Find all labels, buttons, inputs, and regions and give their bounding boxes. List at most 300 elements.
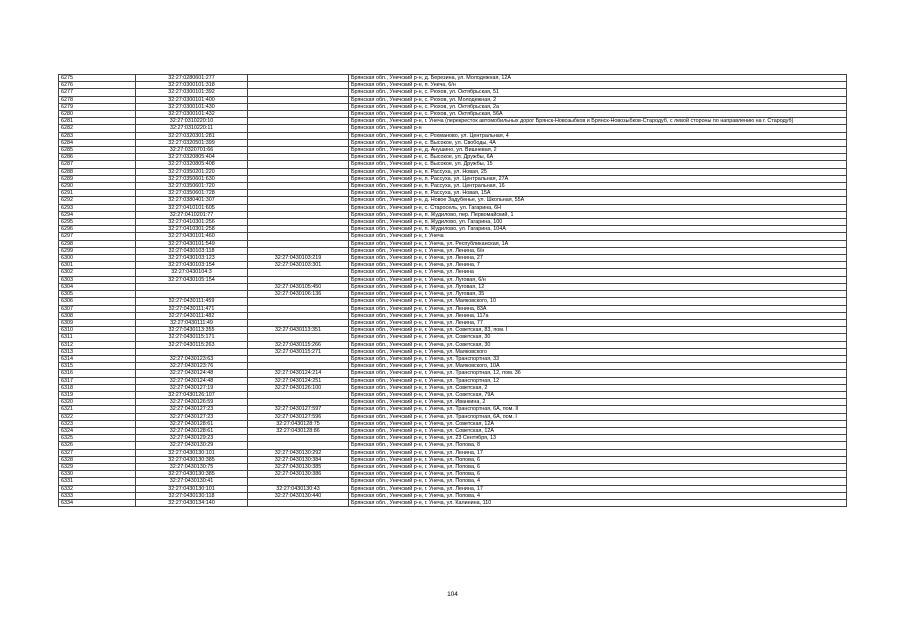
object-number-cell — [248, 363, 349, 370]
register-body — [59, 75, 847, 507]
row-number-cell: 6333 — [59, 492, 136, 499]
object-number-cell — [248, 82, 349, 89]
object-number-cell — [248, 96, 349, 103]
cadastral-number-cell: 32:27:0350601:630 — [136, 175, 248, 182]
object-number-cell: 32:27:0430126:100 — [248, 384, 349, 391]
table-row — [59, 413, 847, 420]
address-cell: Брянская обл., Унечский р-н, г. Унеча, ул. Ленина, 6/н — [349, 247, 847, 254]
table-row — [59, 305, 847, 312]
row-number-cell: 6280 — [59, 111, 136, 118]
cadastral-number-cell: 32:27:0350601:720 — [136, 183, 248, 190]
cadastral-number-cell: 32:27:0430123:76 — [136, 363, 248, 370]
table-row — [59, 485, 847, 492]
object-number-cell: 32:27:0430115:266 — [248, 341, 349, 348]
cadastral-number-cell: 32:27:0410301:256 — [136, 219, 248, 226]
object-number-cell: 32:27:0430130:386 — [248, 471, 349, 478]
table-row — [59, 492, 847, 499]
address-cell: Брянская обл., Унечский р-н, г. Унеча, ул. Ленина, 7 — [349, 262, 847, 269]
address-cell: Брянская обл., Унечский р-н, с. Высокое, ул. Свободы, 4А — [349, 139, 847, 146]
table-row — [59, 399, 847, 406]
cadastral-number-cell: 32:27:0320301:281 — [136, 132, 248, 139]
row-number-cell: 6334 — [59, 499, 136, 506]
row-number-cell: 6330 — [59, 471, 136, 478]
address-cell: Брянская обл., Унечский р-н, с. Рюхов, ул. Октябрьская, 56А — [349, 111, 847, 118]
object-number-cell — [248, 442, 349, 449]
address-cell: Брянская обл., Унечский р-н, п. Унеча, 6/н — [349, 82, 847, 89]
row-number-cell: 6320 — [59, 399, 136, 406]
row-number-cell: 6305 — [59, 291, 136, 298]
row-number-cell: 6315 — [59, 363, 136, 370]
cadastral-number-cell: 32:27:0430103:154 — [136, 262, 248, 269]
row-number-cell: 6285 — [59, 147, 136, 154]
row-number-cell: 6304 — [59, 283, 136, 290]
cadastral-number-cell: 32:27:0380401:307 — [136, 197, 248, 204]
table-row — [59, 327, 847, 334]
object-number-cell — [248, 118, 349, 125]
address-cell: Брянская обл., Унечский р-н, г. Унеча, ул. 23 Сентября, 13 — [349, 435, 847, 442]
object-number-cell — [248, 391, 349, 398]
row-number-cell: 6282 — [59, 125, 136, 132]
address-cell: Брянская обл., Унечский р-н, г. Унеча, ул. Советская, 2 — [349, 384, 847, 391]
cadastral-number-cell: 32:27:0310220:10 — [136, 118, 248, 125]
cadastral-number-cell: 32:27:0430103:123 — [136, 255, 248, 262]
table-row — [59, 298, 847, 305]
row-number-cell: 6329 — [59, 463, 136, 470]
table-row — [59, 75, 847, 82]
address-cell: Брянская обл., Унечский р-н, г. Унеча, ул. Луговая, 12 — [349, 283, 847, 290]
address-cell: Брянская обл., Унечский р-н, с. Рюхов, ул. Октябрьская, 51 — [349, 89, 847, 96]
object-number-cell — [248, 334, 349, 341]
cadastral-number-cell: 32:27:0430128:61 — [136, 427, 248, 434]
object-number-cell — [248, 132, 349, 139]
row-number-cell: 6301 — [59, 262, 136, 269]
row-number-cell: 6325 — [59, 435, 136, 442]
object-number-cell — [248, 147, 349, 154]
row-number-cell: 6308 — [59, 312, 136, 319]
address-cell: Брянская обл., Унечский р-н, г. Унеча, ул. Советская, 12А — [349, 420, 847, 427]
table-row — [59, 125, 847, 132]
cadastral-number-cell: 32:27:0300101:430 — [136, 103, 248, 110]
cadastral-number-cell: 32:27:0320501:399 — [136, 139, 248, 146]
address-cell: Брянская обл., Унечский р-н, с. Высокое, ул. Дружбы, 15 — [349, 161, 847, 168]
row-number-cell: 6293 — [59, 204, 136, 211]
object-number-cell: 32:27:0430103:301 — [248, 262, 349, 269]
row-number-cell: 6281 — [59, 118, 136, 125]
object-number-cell: 32:27:0430130:43 — [248, 485, 349, 492]
address-cell: Брянская обл., Унечский р-н, г. Унеча, ул. Маяковского, 10 — [349, 298, 847, 305]
table-row — [59, 334, 847, 341]
cadastral-number-cell: 32:27:0430127:19 — [136, 384, 248, 391]
object-number-cell — [248, 154, 349, 161]
cadastral-number-cell: 32:27:0430130:385 — [136, 471, 248, 478]
table-row — [59, 190, 847, 197]
object-number-cell — [248, 312, 349, 319]
object-number-cell — [248, 240, 349, 247]
address-cell: Брянская обл., Унечский р-н, г. Унеча, ул. Ленина, 83А — [349, 305, 847, 312]
cadastral-number-cell: 32:27:0430101:549 — [136, 240, 248, 247]
cadastral-number-cell: 32:27:0430134:140 — [136, 499, 248, 506]
cadastral-number-cell: 32:27:0430130:75 — [136, 463, 248, 470]
row-number-cell: 6328 — [59, 456, 136, 463]
object-number-cell — [248, 89, 349, 96]
address-cell: Брянская обл., Унечский р-н, г. Унеча, ул. Ленина, 27 — [349, 255, 847, 262]
table-row — [59, 269, 847, 276]
address-cell: Брянская обл., Унечский р-н, г. Унеча, ул. Советская, 83, пом. I — [349, 327, 847, 334]
table-row — [59, 255, 847, 262]
address-cell: Брянская обл., Унечский р-н, г. Унеча, ул. Ленина, 77 — [349, 319, 847, 326]
object-number-cell — [248, 499, 349, 506]
address-cell: Брянская обл., Унечский р-н, г. Унеча, ул. Транспортная, 6А, пом. I — [349, 413, 847, 420]
object-number-cell: 32:27:0430113:351 — [248, 327, 349, 334]
table-row — [59, 319, 847, 326]
address-cell: Брянская обл., Унечский р-н, с. Рюхов, ул. Октябрьская, 2а — [349, 103, 847, 110]
table-row — [59, 456, 847, 463]
table-row — [59, 219, 847, 226]
address-cell: Брянская обл., Унечский р-н, д. Березина, ул. Молодежная, 12А — [349, 75, 847, 82]
row-number-cell: 6318 — [59, 384, 136, 391]
row-number-cell: 6300 — [59, 255, 136, 262]
row-number-cell: 6313 — [59, 348, 136, 355]
object-number-cell: 32:27:0430130:385 — [248, 463, 349, 470]
object-number-cell — [248, 204, 349, 211]
cadastral-number-cell — [136, 291, 248, 298]
address-cell: Брянская обл., Унечский р-н, г. Унеча, ул. Ленина — [349, 269, 847, 276]
object-number-cell — [248, 125, 349, 132]
row-number-cell: 6277 — [59, 89, 136, 96]
row-number-cell: 6316 — [59, 370, 136, 377]
table-row — [59, 118, 847, 125]
cadastral-number-cell: 32:27:0430130:118 — [136, 492, 248, 499]
row-number-cell: 6310 — [59, 327, 136, 334]
cadastral-number-cell: 32:27:0320805:408 — [136, 161, 248, 168]
cadastral-number-cell: 32:27:0430115:263 — [136, 341, 248, 348]
table-row — [59, 96, 847, 103]
row-number-cell: 6279 — [59, 103, 136, 110]
cadastral-number-cell: 32:27:0430124:48 — [136, 377, 248, 384]
cadastral-number-cell: 32:27:0430128:61 — [136, 420, 248, 427]
object-number-cell: 32:27:0430124:251 — [248, 377, 349, 384]
address-cell: Брянская обл., Унечский р-н, г. Унеча, ул. Иванкина, 2 — [349, 399, 847, 406]
object-number-cell — [248, 168, 349, 175]
cadastral-number-cell: 32:27:0430111:471 — [136, 305, 248, 312]
table-row — [59, 175, 847, 182]
row-number-cell: 6292 — [59, 197, 136, 204]
table-row — [59, 406, 847, 413]
object-number-cell — [248, 478, 349, 485]
object-number-cell — [248, 399, 349, 406]
row-number-cell: 6276 — [59, 82, 136, 89]
row-number-cell: 6298 — [59, 240, 136, 247]
cadastral-number-cell: 32:27:0430105:154 — [136, 276, 248, 283]
address-cell: Брянская обл., Унечский р-н, г. Унеча, ул. Советская, 12А — [349, 427, 847, 434]
cadastral-number-cell: 32:27:0300101:318 — [136, 82, 248, 89]
table-row — [59, 384, 847, 391]
cadastral-number-cell: 32:27:0430123:63 — [136, 355, 248, 362]
cadastral-number-cell: 32:27:0280601:277 — [136, 75, 248, 82]
object-number-cell: 32:27:0430130:384 — [248, 456, 349, 463]
table-row — [59, 168, 847, 175]
object-number-cell — [248, 233, 349, 240]
object-number-cell — [248, 111, 349, 118]
row-number-cell: 6283 — [59, 132, 136, 139]
table-row — [59, 226, 847, 233]
address-cell: Брянская обл., Унечский р-н, с. Рохманово, ул. Центральная, 4 — [349, 132, 847, 139]
object-number-cell — [248, 103, 349, 110]
cadastral-number-cell — [136, 283, 248, 290]
object-number-cell: 32:27:0430103:219 — [248, 255, 349, 262]
table-row — [59, 183, 847, 190]
table-row — [59, 291, 847, 298]
cadastral-number-cell: 32:27:0320701:66 — [136, 147, 248, 154]
row-number-cell: 6284 — [59, 139, 136, 146]
table-row — [59, 204, 847, 211]
object-number-cell — [248, 226, 349, 233]
table-row — [59, 355, 847, 362]
row-number-cell: 6307 — [59, 305, 136, 312]
cadastral-number-cell: 32:27:0430127:23 — [136, 413, 248, 420]
row-number-cell: 6295 — [59, 219, 136, 226]
object-number-cell: 32:27:0430124:214 — [248, 370, 349, 377]
row-number-cell: 6324 — [59, 427, 136, 434]
object-number-cell — [248, 75, 349, 82]
row-number-cell: 6296 — [59, 226, 136, 233]
table-row — [59, 463, 847, 470]
address-cell: Брянская обл., Унечский р-н, п. Рассуха, ул. Центральная, 16 — [349, 183, 847, 190]
table-row — [59, 499, 847, 506]
address-cell: Брянская обл., Унечский р-н, г. Унеча, ул. Попова, 8 — [349, 442, 847, 449]
row-number-cell: 6332 — [59, 485, 136, 492]
object-number-cell — [248, 319, 349, 326]
object-number-cell: 32:27:0430128:86 — [248, 427, 349, 434]
row-number-cell: 6319 — [59, 391, 136, 398]
object-number-cell — [248, 190, 349, 197]
object-number-cell: 32:27:0430127:597 — [248, 406, 349, 413]
row-number-cell: 6312 — [59, 341, 136, 348]
object-number-cell — [248, 247, 349, 254]
object-number-cell: 32:27:0430128:75 — [248, 420, 349, 427]
address-cell: Брянская обл., Унечский р-н, с. Рюхов, ул. Молодежная, 2 — [349, 96, 847, 103]
table-row — [59, 161, 847, 168]
object-number-cell: 32:27:0430127:596 — [248, 413, 349, 420]
address-cell: Брянская обл., Унечский р-н, г. Унеча — [349, 233, 847, 240]
row-number-cell: 6322 — [59, 413, 136, 420]
cadastral-number-cell: 32:27:0430104:3 — [136, 269, 248, 276]
cadastral-number-cell: 32:27:0430130:101 — [136, 485, 248, 492]
row-number-cell: 6303 — [59, 276, 136, 283]
property-register-table — [58, 74, 847, 507]
table-row — [59, 377, 847, 384]
table-row — [59, 420, 847, 427]
row-number-cell: 6302 — [59, 269, 136, 276]
row-number-cell: 6288 — [59, 168, 136, 175]
address-cell: Брянская обл., Унечский р-н, с. Старосель, ул. Гагарина, 6Н — [349, 204, 847, 211]
cadastral-number-cell: 32:27:0430111:482 — [136, 312, 248, 319]
address-cell: Брянская обл., Унечский р-н, г. Унеча (перекресток автомобильных дорог Брянск-Новозыбков и Брянск-Новозыбков-Стародуб, с левой стороны по направлению на г. Стародуб) — [349, 118, 847, 125]
row-number-cell: 6278 — [59, 96, 136, 103]
row-number-cell: 6309 — [59, 319, 136, 326]
cadastral-number-cell: 32:27:0430127:23 — [136, 406, 248, 413]
cadastral-number-cell: 32:27:0430130:385 — [136, 456, 248, 463]
cadastral-number-cell: 32:27:0430111:49 — [136, 319, 248, 326]
cadastral-number-cell: 32:27:0430111:459 — [136, 298, 248, 305]
cadastral-number-cell: 32:27:0430115:171 — [136, 334, 248, 341]
table-row — [59, 262, 847, 269]
row-number-cell: 6314 — [59, 355, 136, 362]
object-number-cell: 32:27:0430115:271 — [248, 348, 349, 355]
object-number-cell — [248, 139, 349, 146]
row-number-cell: 6297 — [59, 233, 136, 240]
address-cell: Брянская обл., Унечский р-н, д. Новое Задубенье, ул. Школьная, 55А — [349, 197, 847, 204]
table-row — [59, 341, 847, 348]
cadastral-number-cell: 32:27:0430124:48 — [136, 370, 248, 377]
table-row — [59, 233, 847, 240]
table-row — [59, 471, 847, 478]
cadastral-number-cell: 32:27:0430103:118 — [136, 247, 248, 254]
cadastral-number-cell: 32:27:0300101:400 — [136, 96, 248, 103]
address-cell: Брянская обл., Унечский р-н, г. Унеча, ул. Попова, 6 — [349, 456, 847, 463]
object-number-cell — [248, 298, 349, 305]
row-number-cell: 6306 — [59, 298, 136, 305]
address-cell: Брянская обл., Унечский р-н, г. Унеча, ул. Республиканская, 1А — [349, 240, 847, 247]
object-number-cell: 32:27:0430130:440 — [248, 492, 349, 499]
address-cell: Брянская обл., Унечский р-н, г. Унеча, ул. Попова, 4 — [349, 492, 847, 499]
table-row — [59, 427, 847, 434]
table-row — [59, 449, 847, 456]
object-number-cell — [248, 183, 349, 190]
cadastral-number-cell: 32:27:0410301:258 — [136, 226, 248, 233]
row-number-cell: 6294 — [59, 211, 136, 218]
cadastral-number-cell: 32:27:0410101:605 — [136, 204, 248, 211]
row-number-cell: 6311 — [59, 334, 136, 341]
object-number-cell — [248, 211, 349, 218]
table-row — [59, 154, 847, 161]
row-number-cell: 6287 — [59, 161, 136, 168]
object-number-cell — [248, 197, 349, 204]
table-row — [59, 348, 847, 355]
table-row — [59, 89, 847, 96]
cadastral-number-cell: 32:27:0300101:432 — [136, 111, 248, 118]
address-cell: Брянская обл., Унечский р-н, г. Унеча, ул. Попова, 6 — [349, 471, 847, 478]
address-cell: Брянская обл., Унечский р-н — [349, 125, 847, 132]
address-cell: Брянская обл., Унечский р-н, г. Унеча, ул. Луговая, 35 — [349, 291, 847, 298]
table-row — [59, 103, 847, 110]
table-row — [59, 197, 847, 204]
cadastral-number-cell: 32:27:0430130:41 — [136, 478, 248, 485]
table-row — [59, 147, 847, 154]
object-number-cell — [248, 219, 349, 226]
page-number: 104 — [447, 591, 458, 598]
row-number-cell: 6331 — [59, 478, 136, 485]
row-number-cell: 6290 — [59, 183, 136, 190]
address-cell: Брянская обл., Унечский р-н, д. Анушино, ул. Вишневая, 2 — [349, 147, 847, 154]
cadastral-number-cell — [136, 348, 248, 355]
address-cell: Брянская обл., Унечский р-н, г. Унеча, ул. Маяковского, 10А — [349, 363, 847, 370]
table-row — [59, 240, 847, 247]
address-cell: Брянская обл., Унечский р-н, г. Унеча, ул. Попова, 4 — [349, 478, 847, 485]
cadastral-number-cell: 32:27:0300101:392 — [136, 89, 248, 96]
table-row — [59, 247, 847, 254]
object-number-cell — [248, 435, 349, 442]
address-cell: Брянская обл., Унечский р-н, г. Унеча, ул. Транспортная, 33 — [349, 355, 847, 362]
address-cell: Брянская обл., Унечский р-н, с. Высокое, ул. Дружбы, 6А — [349, 154, 847, 161]
table-row — [59, 283, 847, 290]
table-row — [59, 139, 847, 146]
row-number-cell: 6299 — [59, 247, 136, 254]
cadastral-number-cell: 32:27:0430130:29 — [136, 442, 248, 449]
address-cell: Брянская обл., Унечский р-н, г. Унеча, ул. Ленина, 117а — [349, 312, 847, 319]
row-number-cell: 6275 — [59, 75, 136, 82]
address-cell: Брянская обл., Унечский р-н, п. Жудилово, пер. Первомайский, 1 — [349, 211, 847, 218]
address-cell: Брянская обл., Унечский р-н, г. Унеча, ул. Ленина, 17 — [349, 485, 847, 492]
cadastral-number-cell: 32:27:0430130:101 — [136, 449, 248, 456]
object-number-cell — [248, 355, 349, 362]
address-cell: Брянская обл., Унечский р-н, г. Унеча, ул. Калинина, 110 — [349, 499, 847, 506]
address-cell: Брянская обл., Унечский р-н, г. Унеча, ул. Маяковского — [349, 348, 847, 355]
cadastral-number-cell: 32:27:0410201:77 — [136, 211, 248, 218]
address-cell: Брянская обл., Унечский р-н, п. Жудилово, ул. Гагарина, 100 — [349, 219, 847, 226]
address-cell: Брянская обл., Унечский р-н, г. Унеча, ул. Советская, 30 — [349, 341, 847, 348]
cadastral-number-cell: 32:27:0350601:728 — [136, 190, 248, 197]
object-number-cell: 32:27:0430130:292 — [248, 449, 349, 456]
table-row — [59, 478, 847, 485]
address-cell: Брянская обл., Унечский р-н, г. Унеча, ул. Попова, 6 — [349, 463, 847, 470]
cadastral-number-cell: 32:27:0430113:355 — [136, 327, 248, 334]
cadastral-number-cell: 32:27:0430129:23 — [136, 435, 248, 442]
object-number-cell: 32:27:0430106:136 — [248, 291, 349, 298]
address-cell: Брянская обл., Унечский р-н, г. Унеча, ул. Транспортная, 12 — [349, 377, 847, 384]
cadastral-number-cell: 32:27:0350201:220 — [136, 168, 248, 175]
object-number-cell — [248, 175, 349, 182]
row-number-cell: 6291 — [59, 190, 136, 197]
row-number-cell: 6327 — [59, 449, 136, 456]
object-number-cell — [248, 161, 349, 168]
address-cell: Брянская обл., Унечский р-н, г. Унеча, ул. Транспортная, 6А, пом. II — [349, 406, 847, 413]
address-cell: Брянская обл., Унечский р-н, п. Рассуха, ул. Новая, 15А — [349, 190, 847, 197]
cadastral-number-cell: 32:27:0310220:11 — [136, 125, 248, 132]
table-row — [59, 391, 847, 398]
object-number-cell — [248, 305, 349, 312]
row-number-cell: 6317 — [59, 377, 136, 384]
object-number-cell — [248, 276, 349, 283]
row-number-cell: 6326 — [59, 442, 136, 449]
address-cell: Брянская обл., Унечский р-н, г. Унеча, ул. Ленина, 17 — [349, 449, 847, 456]
address-cell: Брянская обл., Унечский р-н, п. Рассуха, ул. Центральная, 27А — [349, 175, 847, 182]
table-row — [59, 82, 847, 89]
cadastral-number-cell: 32:27:0430126:59 — [136, 399, 248, 406]
table-row — [59, 442, 847, 449]
cadastral-number-cell: 32:27:0320805:404 — [136, 154, 248, 161]
address-cell: Брянская обл., Унечский р-н, г. Унеча, ул. Луговая, 6/н — [349, 276, 847, 283]
table-row — [59, 211, 847, 218]
table-row — [59, 276, 847, 283]
row-number-cell: 6321 — [59, 406, 136, 413]
object-number-cell — [248, 269, 349, 276]
table-row — [59, 132, 847, 139]
row-number-cell: 6289 — [59, 175, 136, 182]
address-cell: Брянская обл., Унечский р-н, г. Унеча, ул. Транспортная, 12, пом. 36 — [349, 370, 847, 377]
row-number-cell: 6286 — [59, 154, 136, 161]
address-cell: Брянская обл., Унечский р-н, г. Унеча, ул. Советская, 30 — [349, 334, 847, 341]
cadastral-number-cell: 32:27:0430126:107 — [136, 391, 248, 398]
object-number-cell: 32:27:0430105:450 — [248, 283, 349, 290]
address-cell: Брянская обл., Унечский р-н, г. Унеча, ул. Советская, 79А — [349, 391, 847, 398]
cadastral-number-cell: 32:27:0430101:460 — [136, 233, 248, 240]
table-row — [59, 370, 847, 377]
row-number-cell: 6323 — [59, 420, 136, 427]
address-cell: Брянская обл., Унечский р-н, п. Жудилово, ул. Гагарина, 104А — [349, 226, 847, 233]
table-row — [59, 312, 847, 319]
table-row — [59, 435, 847, 442]
